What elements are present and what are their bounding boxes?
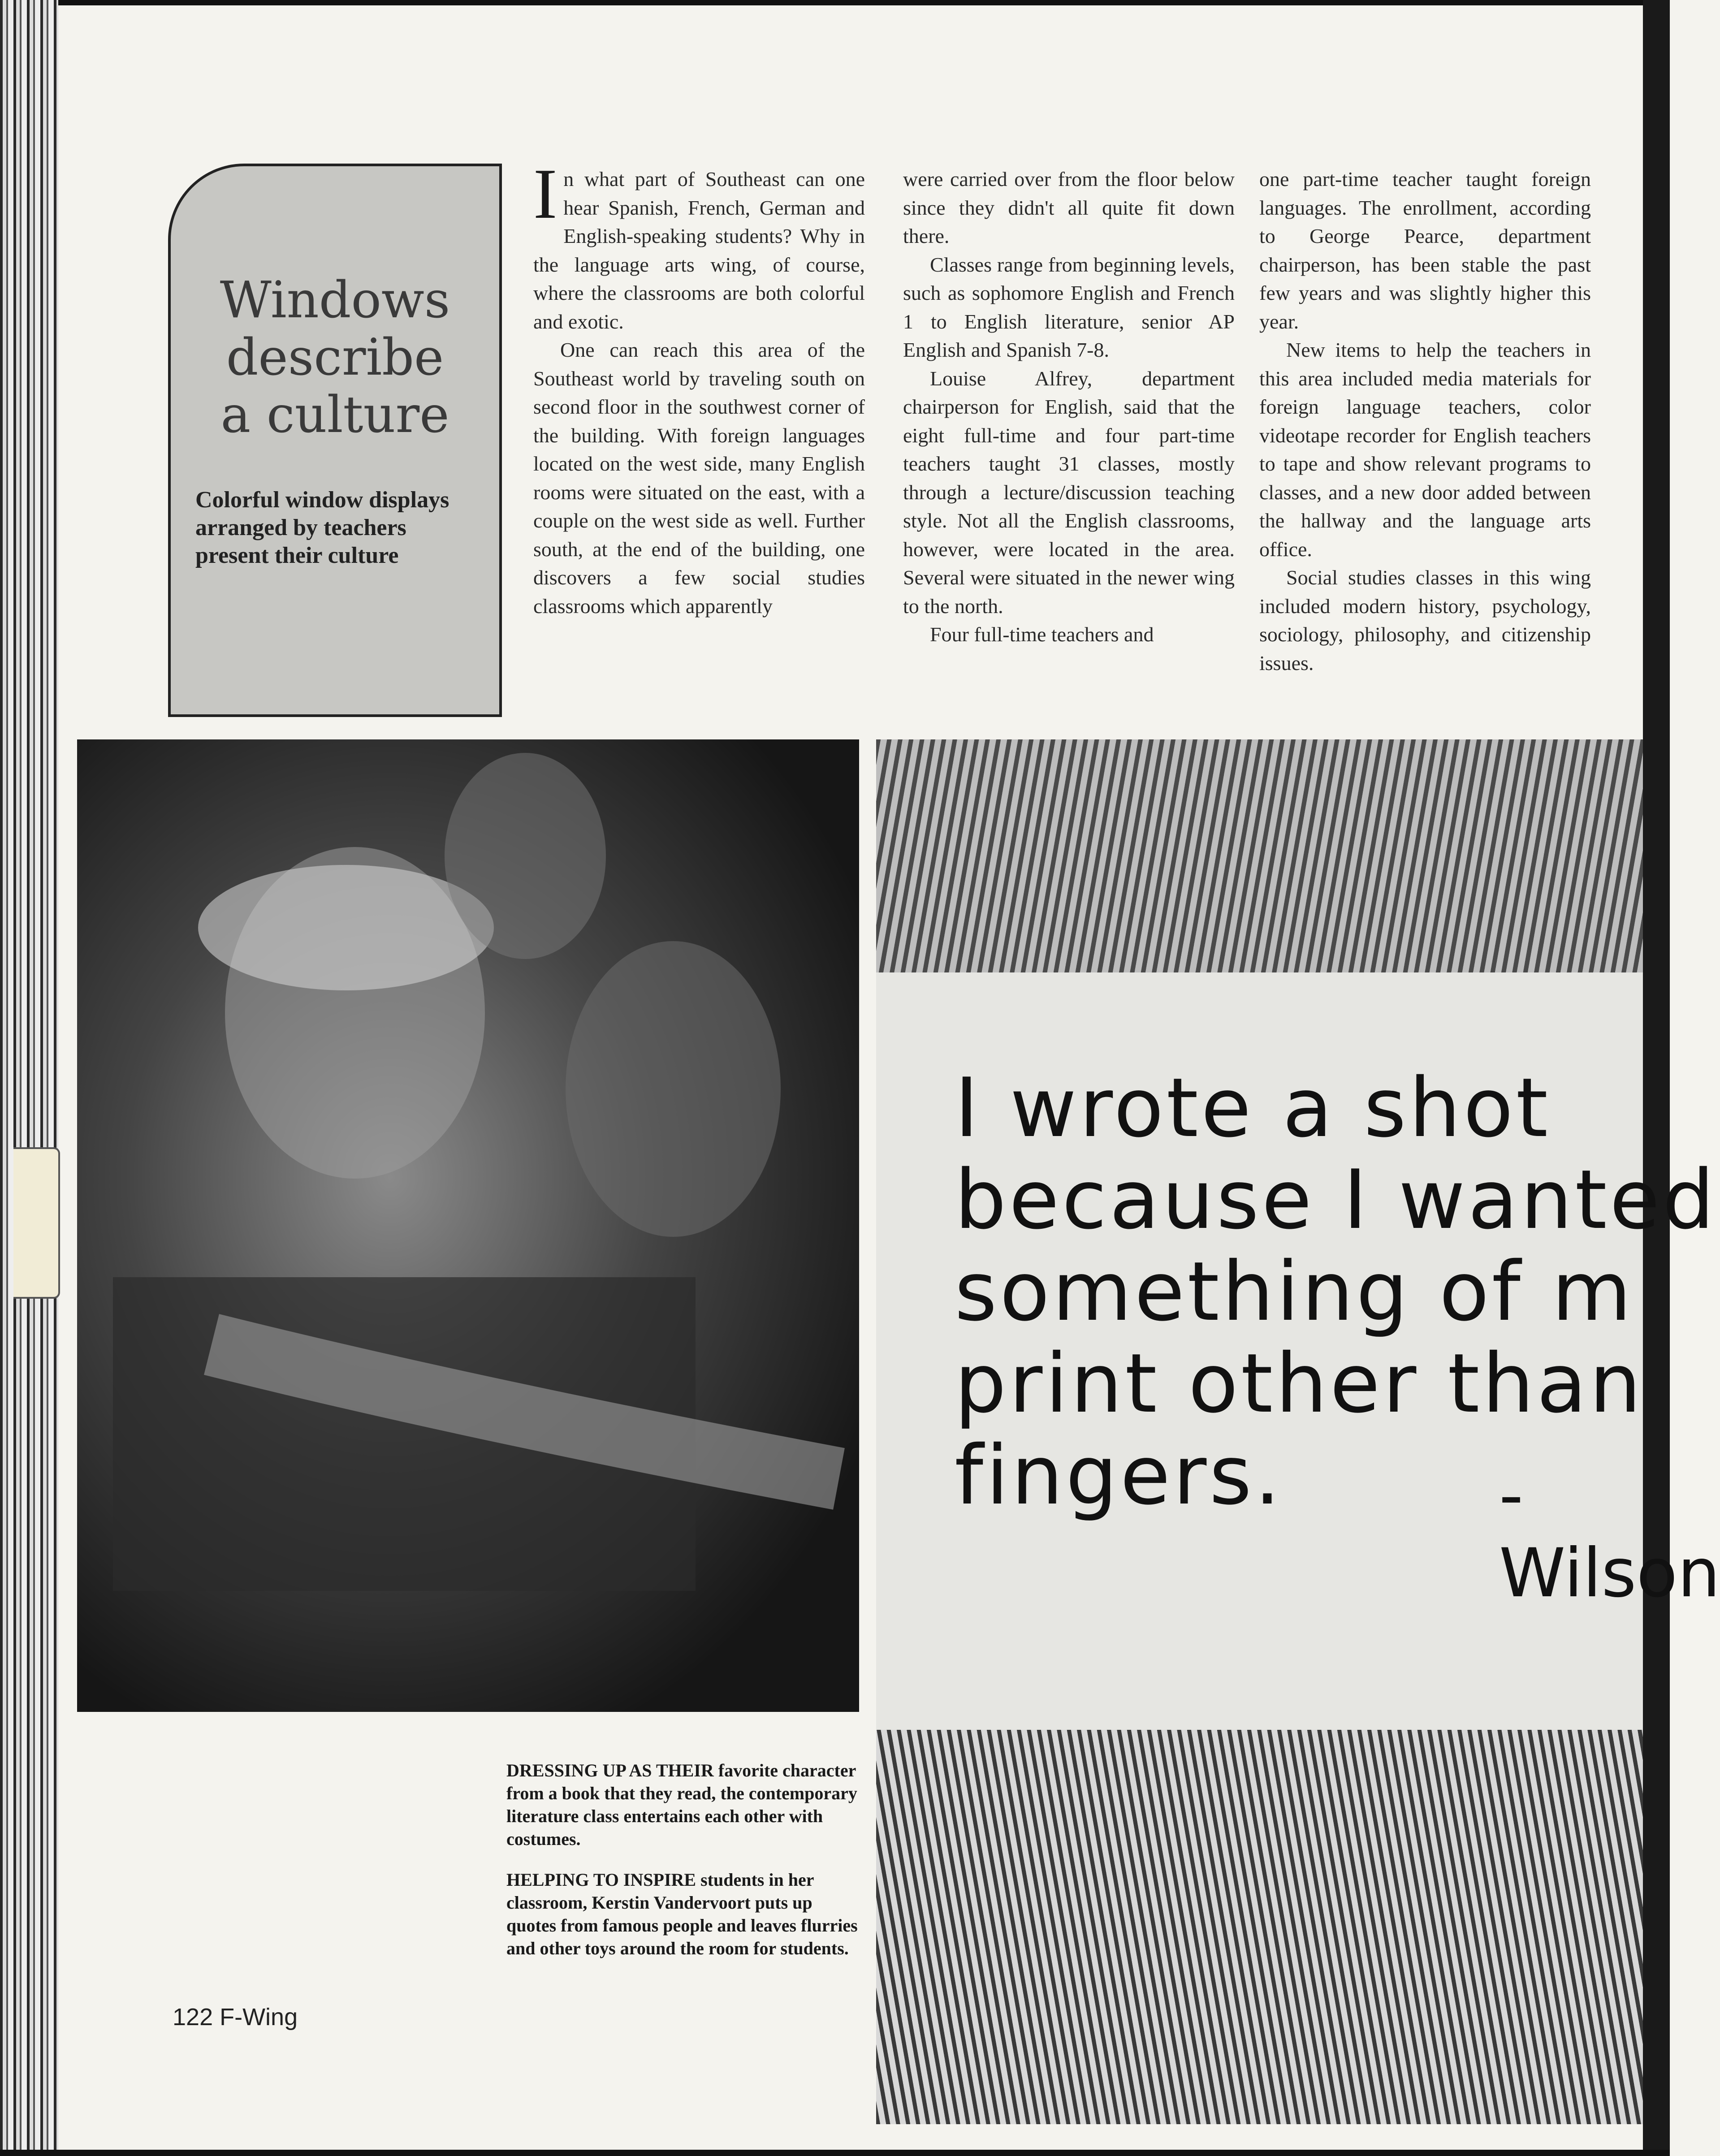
paper-flurry-bottom — [876, 1730, 1643, 2124]
article-column-2 — [903, 165, 1235, 649]
caption-1-text: favorite character from a book that they read, the contemporary literature class entertains each other with costumes. — [506, 1760, 857, 1849]
article-paragraph: one part-time teacher taught foreign languages. The enrollment, according to George Pearce, department chairperson, has been stable the past few years and was slightly higher this year. — [1259, 168, 1591, 333]
headline-sidebar — [168, 164, 502, 717]
caption-2 — [506, 1868, 860, 1960]
caption-2-lead: HELPING TO INSPIRE — [506, 1870, 696, 1890]
article-paragraph: Classes range from beginning levels, such as sophomore English and French 1 to English literature, senior AP English and Spanish 7-8. — [903, 253, 1235, 361]
article-column-3 — [1259, 165, 1591, 677]
handwritten-signature: -Wilson — [1499, 1456, 1720, 1612]
headline-line-3: a culture — [220, 386, 449, 444]
article-paragraph — [533, 154, 865, 336]
page-top-edge — [0, 0, 1670, 5]
headline-line-1: Windows — [220, 271, 450, 329]
article-paragraph: Social studies classes in this wing included modern history, psychology, sociology, philosophy, and citizenship issues. — [1259, 566, 1591, 674]
paragraph-text: n what part of Southeast can one hear Spanish, French, German and English-speaking students? Why in the language arts wing, of course, where the classrooms are both colorful and exotic. — [533, 168, 865, 333]
page-folio: 122 F-Wing — [173, 2004, 298, 2031]
drop-cap: I — [533, 154, 557, 233]
article-paragraph: New items to help the teachers in this area included media materials for foreign language teachers, color videotape recorder for English teachers to tape and show relevant programs to classes, and a new door added between the hallway and the language arts office. — [1259, 338, 1591, 561]
costume-photo — [77, 739, 859, 1712]
headline — [195, 272, 475, 444]
quote-wall-photo — [876, 739, 1720, 2124]
costume-photo-illustration — [77, 739, 859, 1712]
headline-line-2: describe — [226, 328, 444, 387]
page-tab — [13, 1147, 60, 1299]
article-column-1 — [533, 154, 865, 620]
article-paragraph: were carried over from the floor below since they didn't all quite fit down there. — [903, 168, 1235, 247]
caption-2-text: students in her classroom, Kerstin Vandervoort puts up quotes from famous people and leaves flurries and other toys around the room for students. — [506, 1870, 858, 1958]
handwritten-quote: I wrote a shot because I wanted something of m print other than fingers. — [955, 1060, 1717, 1523]
caption-1 — [506, 1759, 860, 1850]
paper-flurry-top — [876, 739, 1643, 972]
article-paragraph: Four full-time teachers and — [930, 623, 1154, 646]
page-bottom-edge — [0, 2150, 1670, 2156]
caption-1-lead: DRESSING UP AS THEIR — [506, 1760, 714, 1780]
article-paragraph: Louise Alfrey, department chairperson for English, said that the eight full-time and four part-time teachers taught 31 classes, mostly through a lecture/discussion teaching style. Not all the English classrooms, however, were located in the area. Several were situated in the newer wing to the north. — [903, 367, 1235, 618]
subheadline: Colorful window displays arranged by teachers present their culture — [195, 487, 449, 568]
photo-captions — [506, 1759, 860, 1978]
article-paragraph: One can reach this area of the Southeast world by traveling south on second floor in the southwest corner of the building. With foreign languages located on the west side, many English rooms were situated on the east, with a couple on the west side as well. Further south, at the end of the building, one discovers a few social studies classrooms which apparently — [533, 338, 865, 618]
book-binding — [0, 0, 58, 2156]
